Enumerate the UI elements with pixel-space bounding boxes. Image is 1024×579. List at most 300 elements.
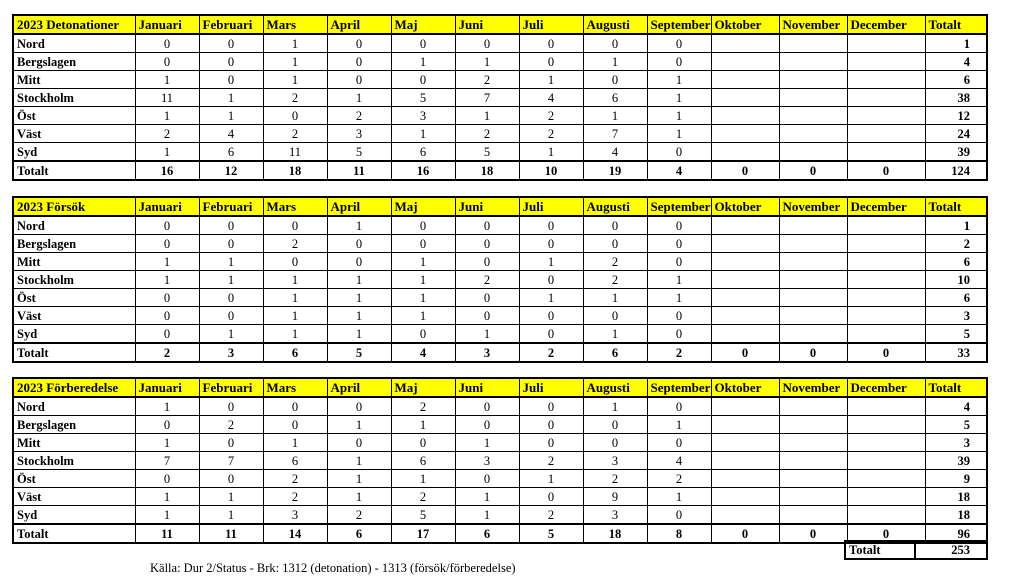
table-row — [13, 34, 987, 53]
cell-value — [779, 235, 847, 253]
cell-value — [711, 107, 779, 125]
month-header: Totalt — [925, 378, 987, 397]
month-total: 18 — [583, 524, 647, 543]
cell-value: 1 — [327, 216, 391, 235]
table-row — [13, 53, 987, 71]
row-total: 18 — [925, 488, 987, 506]
cell-value — [847, 253, 925, 271]
cell-value — [779, 470, 847, 488]
month-header: Februari — [199, 378, 263, 397]
cell-value: 2 — [583, 271, 647, 289]
month-header: Oktober — [711, 197, 779, 216]
cell-value: 0 — [327, 253, 391, 271]
grand-total-label: Totalt — [845, 541, 915, 559]
region-label: Bergslagen — [13, 53, 135, 71]
cell-value: 0 — [583, 235, 647, 253]
cell-value: 4 — [519, 89, 583, 107]
cell-value — [847, 307, 925, 325]
cell-value: 1 — [391, 416, 455, 434]
cell-value: 0 — [199, 289, 263, 307]
month-total: 14 — [263, 524, 327, 543]
cell-value: 1 — [327, 289, 391, 307]
cell-value: 0 — [199, 216, 263, 235]
cell-value: 3 — [583, 506, 647, 525]
row-total: 3 — [925, 307, 987, 325]
cell-value: 0 — [135, 470, 199, 488]
region-label: Mitt — [13, 253, 135, 271]
table-row — [13, 434, 987, 452]
table-row — [13, 325, 987, 344]
table-total: 124 — [925, 161, 987, 180]
cell-value: 1 — [455, 107, 519, 125]
cell-value: 1 — [135, 434, 199, 452]
cell-value: 0 — [519, 235, 583, 253]
cell-value — [779, 71, 847, 89]
region-label: Mitt — [13, 434, 135, 452]
month-total: 0 — [779, 161, 847, 180]
month-header: Totalt — [925, 197, 987, 216]
cell-value: 1 — [391, 125, 455, 143]
cell-value: 0 — [135, 325, 199, 344]
cell-value: 0 — [135, 307, 199, 325]
row-total: 1 — [925, 216, 987, 235]
region-label: Nord — [13, 216, 135, 235]
month-header: December — [847, 197, 925, 216]
cell-value: 1 — [391, 253, 455, 271]
cell-value: 1 — [455, 434, 519, 452]
cell-value — [779, 107, 847, 125]
month-header: April — [327, 197, 391, 216]
cell-value: 4 — [583, 143, 647, 162]
cell-value: 0 — [263, 416, 327, 434]
region-label: Syd — [13, 325, 135, 344]
month-header: Mars — [263, 378, 327, 397]
month-total: 16 — [391, 161, 455, 180]
cell-value: 1 — [647, 89, 711, 107]
month-header: Mars — [263, 197, 327, 216]
cell-value: 0 — [199, 434, 263, 452]
cell-value — [847, 216, 925, 235]
table-row — [13, 416, 987, 434]
cell-value: 1 — [327, 89, 391, 107]
cell-value: 1 — [455, 325, 519, 344]
month-total: 4 — [647, 161, 711, 180]
table-row — [13, 470, 987, 488]
month-header: Maj — [391, 197, 455, 216]
cell-value: 0 — [519, 397, 583, 416]
table-title: 2023 Försök — [13, 197, 135, 216]
table-row — [13, 143, 987, 162]
cell-value — [779, 125, 847, 143]
cell-value — [847, 271, 925, 289]
cell-value — [711, 488, 779, 506]
cell-value: 1 — [327, 488, 391, 506]
cell-value: 0 — [199, 235, 263, 253]
cell-value: 4 — [199, 125, 263, 143]
month-header: Februari — [199, 15, 263, 34]
cell-value: 7 — [583, 125, 647, 143]
cell-value: 0 — [455, 397, 519, 416]
table-row — [13, 289, 987, 307]
cell-value: 1 — [455, 53, 519, 71]
cell-value: 0 — [135, 216, 199, 235]
cell-value: 0 — [263, 397, 327, 416]
cell-value: 1 — [263, 307, 327, 325]
cell-value: 1 — [135, 397, 199, 416]
cell-value: 2 — [199, 416, 263, 434]
row-total: 39 — [925, 452, 987, 470]
cell-value: 0 — [455, 307, 519, 325]
region-label: Nord — [13, 397, 135, 416]
cell-value: 0 — [519, 271, 583, 289]
cell-value: 0 — [583, 434, 647, 452]
cell-value: 0 — [519, 325, 583, 344]
month-header: November — [779, 15, 847, 34]
month-total: 2 — [519, 343, 583, 362]
region-label: Öst — [13, 470, 135, 488]
cell-value: 1 — [647, 416, 711, 434]
cell-value: 0 — [583, 416, 647, 434]
cell-value: 5 — [455, 143, 519, 162]
cell-value: 0 — [583, 307, 647, 325]
month-total: 11 — [199, 524, 263, 543]
cell-value: 0 — [455, 216, 519, 235]
cell-value: 0 — [455, 235, 519, 253]
cell-value — [779, 289, 847, 307]
cell-value: 2 — [519, 107, 583, 125]
cell-value: 0 — [327, 34, 391, 53]
cell-value — [711, 506, 779, 525]
cell-value — [711, 235, 779, 253]
cell-value: 1 — [519, 71, 583, 89]
totals-row — [13, 524, 987, 543]
region-label: Väst — [13, 125, 135, 143]
cell-value — [847, 71, 925, 89]
cell-value — [847, 434, 925, 452]
table-row — [13, 397, 987, 416]
month-header: September — [647, 378, 711, 397]
cell-value: 0 — [327, 397, 391, 416]
cell-value — [711, 271, 779, 289]
cell-value: 0 — [583, 216, 647, 235]
row-total: 39 — [925, 143, 987, 162]
cell-value — [779, 307, 847, 325]
cell-value: 0 — [519, 34, 583, 53]
month-header: Augusti — [583, 197, 647, 216]
cell-value: 11 — [135, 89, 199, 107]
cell-value: 0 — [263, 253, 327, 271]
cell-value: 0 — [647, 235, 711, 253]
cell-value — [779, 452, 847, 470]
region-label: Syd — [13, 506, 135, 525]
cell-value: 1 — [519, 253, 583, 271]
cell-value: 5 — [327, 143, 391, 162]
month-total: 0 — [847, 161, 925, 180]
cell-value: 6 — [199, 143, 263, 162]
month-total: 0 — [779, 343, 847, 362]
cell-value: 0 — [199, 34, 263, 53]
cell-value: 1 — [135, 253, 199, 271]
cell-value: 11 — [263, 143, 327, 162]
row-total: 1 — [925, 34, 987, 53]
cell-value: 1 — [135, 271, 199, 289]
cell-value: 1 — [263, 271, 327, 289]
cell-value — [711, 452, 779, 470]
row-total: 4 — [925, 53, 987, 71]
cell-value: 2 — [455, 125, 519, 143]
cell-value — [711, 34, 779, 53]
table-row — [13, 216, 987, 235]
month-header: Januari — [135, 15, 199, 34]
month-total: 11 — [135, 524, 199, 543]
cell-value: 1 — [199, 506, 263, 525]
cell-value: 1 — [135, 71, 199, 89]
cell-value — [779, 434, 847, 452]
cell-value — [711, 397, 779, 416]
month-total: 12 — [199, 161, 263, 180]
cell-value: 9 — [583, 488, 647, 506]
region-label: Mitt — [13, 71, 135, 89]
cell-value: 0 — [327, 53, 391, 71]
cell-value: 0 — [519, 307, 583, 325]
month-total: 6 — [263, 343, 327, 362]
grand-total-value: 253 — [915, 541, 987, 559]
month-total: 18 — [263, 161, 327, 180]
cell-value: 1 — [327, 470, 391, 488]
cell-value: 1 — [327, 452, 391, 470]
region-label: Stockholm — [13, 89, 135, 107]
month-total: 0 — [779, 524, 847, 543]
month-total: 6 — [455, 524, 519, 543]
cell-value: 2 — [391, 397, 455, 416]
cell-value — [847, 107, 925, 125]
cell-value: 0 — [583, 34, 647, 53]
table-detonationer — [12, 14, 988, 181]
region-label: Stockholm — [13, 271, 135, 289]
cell-value: 1 — [647, 289, 711, 307]
month-header: Januari — [135, 378, 199, 397]
region-label: Väst — [13, 307, 135, 325]
cell-value: 1 — [327, 307, 391, 325]
region-label: Öst — [13, 107, 135, 125]
cell-value — [847, 506, 925, 525]
row-total: 6 — [925, 289, 987, 307]
cell-value: 1 — [327, 271, 391, 289]
cell-value — [711, 125, 779, 143]
cell-value: 3 — [263, 506, 327, 525]
cell-value: 7 — [135, 452, 199, 470]
cell-value — [711, 253, 779, 271]
cell-value: 2 — [455, 271, 519, 289]
month-header: Juli — [519, 197, 583, 216]
cell-value: 0 — [391, 216, 455, 235]
cell-value — [847, 416, 925, 434]
month-total: 3 — [199, 343, 263, 362]
month-total: 0 — [847, 524, 925, 543]
cell-value: 1 — [263, 325, 327, 344]
cell-value: 0 — [647, 325, 711, 344]
header-row — [13, 378, 987, 397]
month-header: December — [847, 15, 925, 34]
cell-value: 1 — [391, 307, 455, 325]
cell-value — [847, 325, 925, 344]
cell-value: 0 — [519, 488, 583, 506]
month-header: Maj — [391, 378, 455, 397]
cell-value — [779, 325, 847, 344]
month-header: Juni — [455, 197, 519, 216]
cell-value: 0 — [647, 307, 711, 325]
cell-value: 1 — [391, 289, 455, 307]
cell-value: 2 — [263, 235, 327, 253]
cell-value — [779, 253, 847, 271]
cell-value: 2 — [647, 470, 711, 488]
cell-value — [847, 452, 925, 470]
row-total: 38 — [925, 89, 987, 107]
cell-value: 1 — [135, 143, 199, 162]
cell-value: 0 — [519, 216, 583, 235]
totals-label: Totalt — [13, 161, 135, 180]
cell-value: 0 — [647, 434, 711, 452]
cell-value — [711, 470, 779, 488]
month-total: 10 — [519, 161, 583, 180]
cell-value: 0 — [391, 235, 455, 253]
month-header: September — [647, 197, 711, 216]
cell-value: 1 — [391, 53, 455, 71]
cell-value: 1 — [263, 71, 327, 89]
region-label: Nord — [13, 34, 135, 53]
cell-value: 1 — [583, 289, 647, 307]
cell-value: 0 — [647, 216, 711, 235]
cell-value: 2 — [455, 71, 519, 89]
month-total: 11 — [327, 161, 391, 180]
cell-value: 7 — [455, 89, 519, 107]
cell-value — [779, 143, 847, 162]
cell-value: 0 — [391, 325, 455, 344]
cell-value: 2 — [263, 488, 327, 506]
month-total: 2 — [647, 343, 711, 362]
cell-value: 1 — [583, 107, 647, 125]
month-header: Januari — [135, 197, 199, 216]
cell-value — [779, 271, 847, 289]
cell-value — [847, 289, 925, 307]
cell-value: 0 — [519, 434, 583, 452]
month-header: April — [327, 378, 391, 397]
month-header: Juli — [519, 15, 583, 34]
cell-value: 0 — [455, 470, 519, 488]
cell-value: 1 — [583, 53, 647, 71]
cell-value: 0 — [647, 143, 711, 162]
row-total: 24 — [925, 125, 987, 143]
cell-value: 1 — [135, 488, 199, 506]
region-label: Stockholm — [13, 452, 135, 470]
cell-value: 6 — [263, 452, 327, 470]
cell-value — [779, 397, 847, 416]
cell-value: 0 — [199, 307, 263, 325]
row-total: 6 — [925, 71, 987, 89]
row-total: 9 — [925, 470, 987, 488]
cell-value: 1 — [199, 107, 263, 125]
cell-value: 2 — [519, 125, 583, 143]
cell-value: 1 — [455, 506, 519, 525]
month-header: December — [847, 378, 925, 397]
cell-value — [847, 397, 925, 416]
cell-value: 2 — [263, 89, 327, 107]
table-row — [13, 271, 987, 289]
cell-value: 0 — [519, 53, 583, 71]
month-total: 0 — [711, 161, 779, 180]
month-total: 6 — [583, 343, 647, 362]
row-total: 5 — [925, 416, 987, 434]
month-total: 0 — [711, 343, 779, 362]
cell-value: 1 — [199, 89, 263, 107]
totals-row — [13, 343, 987, 362]
source-note: Källa: Dur 2/Status - Brk: 1312 (detonation) - 1313 (försök/förberedelse) — [150, 561, 516, 575]
month-total: 5 — [327, 343, 391, 362]
cell-value: 0 — [647, 397, 711, 416]
table-row — [13, 89, 987, 107]
cell-value: 6 — [391, 452, 455, 470]
month-header: Augusti — [583, 378, 647, 397]
cell-value: 1 — [199, 488, 263, 506]
table-row — [13, 253, 987, 271]
cell-value: 1 — [647, 107, 711, 125]
cell-value: 1 — [327, 416, 391, 434]
row-total: 18 — [925, 506, 987, 525]
region-label: Bergslagen — [13, 416, 135, 434]
month-total: 17 — [391, 524, 455, 543]
cell-value — [711, 216, 779, 235]
month-header: Juli — [519, 378, 583, 397]
table-row — [13, 452, 987, 470]
cell-value: 4 — [647, 452, 711, 470]
cell-value: 1 — [199, 325, 263, 344]
cell-value: 1 — [327, 325, 391, 344]
cell-value: 2 — [135, 125, 199, 143]
cell-value: 0 — [455, 416, 519, 434]
cell-value — [711, 289, 779, 307]
table-forberedelse — [12, 377, 988, 544]
cell-value: 0 — [519, 416, 583, 434]
region-label: Väst — [13, 488, 135, 506]
cell-value: 1 — [583, 397, 647, 416]
month-header: Augusti — [583, 15, 647, 34]
cell-value: 2 — [391, 488, 455, 506]
region-label: Öst — [13, 289, 135, 307]
cell-value: 2 — [583, 253, 647, 271]
table-row — [13, 235, 987, 253]
month-total: 0 — [847, 343, 925, 362]
table-row — [13, 506, 987, 525]
cell-value: 0 — [199, 71, 263, 89]
cell-value: 2 — [327, 107, 391, 125]
table-row — [13, 488, 987, 506]
cell-value: 1 — [263, 53, 327, 71]
cell-value: 2 — [263, 125, 327, 143]
cell-value: 1 — [455, 488, 519, 506]
cell-value: 0 — [647, 253, 711, 271]
cell-value: 7 — [199, 452, 263, 470]
cell-value — [847, 143, 925, 162]
cell-value — [779, 488, 847, 506]
cell-value: 0 — [391, 71, 455, 89]
cell-value: 1 — [519, 143, 583, 162]
cell-value: 0 — [455, 253, 519, 271]
cell-value: 1 — [263, 434, 327, 452]
cell-value — [779, 216, 847, 235]
cell-value: 3 — [391, 107, 455, 125]
cell-value: 0 — [583, 71, 647, 89]
table-title: 2023 Förberedelse — [13, 378, 135, 397]
